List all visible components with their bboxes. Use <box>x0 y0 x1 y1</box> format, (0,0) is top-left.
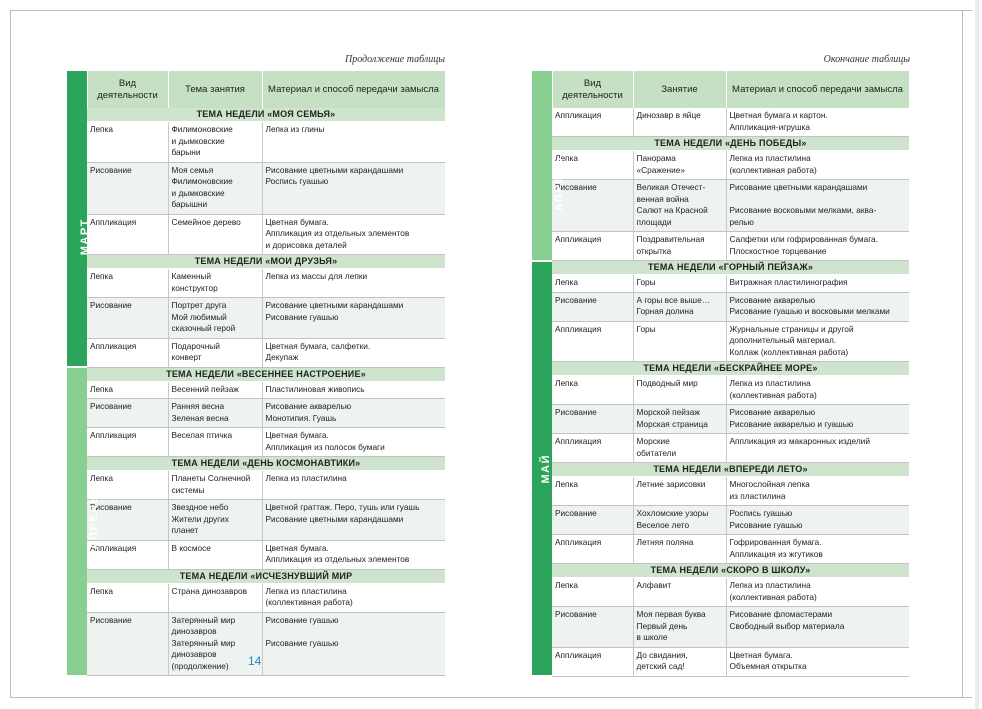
activity-cell: Лепка <box>87 269 168 298</box>
activity-cell: Рисование <box>552 607 633 648</box>
topic-line: и дымковские <box>171 135 225 146</box>
material-cell <box>262 122 445 163</box>
table-row <box>532 405 909 434</box>
month-label: МАЙ <box>540 453 553 484</box>
material-cell <box>726 647 909 676</box>
header-corner <box>67 71 87 108</box>
material-cell <box>726 477 909 506</box>
header-material: Материал и способ передачи замысла <box>262 71 445 108</box>
topic-cell <box>633 151 726 180</box>
week-title: ТЕМА НЕДЕЛИ «БЕСКРАЙНЕЕ МОРЕ» <box>552 362 909 376</box>
header-activity: Вид деятельности <box>552 71 633 108</box>
material-line: Лепка из пластилина <box>729 378 811 388</box>
material-cell <box>262 428 445 457</box>
topic-line: детский сад! <box>636 661 685 671</box>
material-line: Лепка из пластилина <box>265 585 347 596</box>
activity-cell: Аппликация <box>552 535 633 564</box>
material-line: Цветной граттаж. Перо, тушь или гуашь <box>265 502 420 512</box>
table-row <box>532 607 909 648</box>
week-header-row <box>67 367 445 381</box>
topic-line: Планеты Солнечной <box>171 473 251 483</box>
table-row <box>532 292 909 321</box>
material-cell <box>262 214 445 255</box>
right-page-table <box>532 71 910 677</box>
material-line: Витражная пластилинография <box>729 277 848 287</box>
topic-cell <box>168 540 262 569</box>
material-line: дополнительный материал. <box>729 335 837 345</box>
topic-line: Летние зарисовки <box>636 479 706 489</box>
material-line: (коллективная работа) <box>729 389 817 400</box>
frame-left-line <box>10 10 11 698</box>
material-cell <box>726 151 909 180</box>
topic-line: динозавров <box>171 649 217 659</box>
activity-cell: Рисование <box>552 292 633 321</box>
topic-line: Великая Отечест- <box>636 182 706 192</box>
activity-cell: Рисование <box>87 399 168 428</box>
topic-cell <box>168 122 262 163</box>
topic-cell <box>168 471 262 500</box>
topic-line: и дымковские <box>171 187 225 198</box>
material-line: Рисование цветными карандашами <box>729 182 868 192</box>
topic-line: площади <box>636 216 672 227</box>
material-cell <box>262 471 445 500</box>
material-line: Пластилиновая живопись <box>265 383 365 394</box>
material-cell <box>726 292 909 321</box>
material-line: Рисование гуашью <box>265 637 339 648</box>
topic-cell <box>633 477 726 506</box>
week-title: ТЕМА НЕДЕЛИ «ВПЕРЕДИ ЛЕТО» <box>552 463 909 477</box>
topic-line: Морской пейзаж <box>636 407 700 417</box>
material-cell <box>726 108 909 137</box>
material-line: Рисование акварелью и гуашью <box>729 418 854 429</box>
activity-cell: Лепка <box>552 578 633 607</box>
week-title: ТЕМА НЕДЕЛИ «МОЯ СЕМЬЯ» <box>87 108 445 122</box>
material-line: Гофрированная бумага. <box>729 537 822 547</box>
material-line: Лепка из пластилина <box>729 580 811 590</box>
material-line: (коллективная работа) <box>265 597 353 607</box>
topic-cell <box>168 298 262 339</box>
table-row <box>532 275 909 293</box>
activity-cell: Лепка <box>552 376 633 405</box>
week-header-row <box>532 564 909 578</box>
table-row <box>67 381 445 399</box>
topic-line: Затерянный мир <box>171 614 236 625</box>
material-line: Цветная бумага. <box>265 430 329 440</box>
material-line <box>266 626 443 638</box>
topic-line: «Сражение» <box>636 164 685 175</box>
material-line: Рисование цветными карандашами <box>265 513 404 524</box>
material-line: релью <box>729 216 754 227</box>
material-cell <box>262 612 445 676</box>
left-page-caption: Продолжение таблицы <box>344 54 445 65</box>
topic-line: Алфавит <box>636 580 672 590</box>
topic-line: Ранняя весна <box>171 401 225 411</box>
table-row <box>67 399 445 428</box>
material-cell <box>726 607 909 648</box>
right-page-caption: Окончание таблицы <box>823 54 910 65</box>
material-cell <box>726 578 909 607</box>
topic-line: Подарочный <box>171 340 220 351</box>
frame-top-line <box>10 10 972 11</box>
material-line: Рисование фломастерами <box>729 609 833 619</box>
activity-cell: Лепка <box>87 471 168 500</box>
topic-line: Зеленая весна <box>171 412 229 423</box>
topic-line: Филимоновские <box>171 124 233 134</box>
activity-cell: Аппликация <box>552 232 633 261</box>
topic-cell <box>633 405 726 434</box>
topic-line: системы <box>171 484 205 495</box>
topic-line: А горы все выше… <box>636 294 711 305</box>
material-cell <box>262 540 445 569</box>
topic-line: Веселая птичка <box>171 430 233 440</box>
topic-line: Поздравительная <box>636 234 705 244</box>
material-cell <box>726 275 909 293</box>
material-cell <box>262 162 445 214</box>
activity-cell: Рисование <box>552 180 633 232</box>
topic-cell <box>633 292 726 321</box>
topic-line: Семейное дерево <box>171 216 241 227</box>
header-material: Материал и способ передачи замысла <box>726 71 909 108</box>
material-line: Лепка из глины <box>265 124 325 134</box>
table-row <box>532 232 909 261</box>
material-line: Рисование цветными карандашами <box>265 300 404 310</box>
material-cell <box>726 232 909 261</box>
material-line: Роспись гуашью <box>729 508 793 518</box>
activity-cell: Аппликация <box>552 108 633 137</box>
material-line: Рисование гуашью <box>265 311 339 322</box>
material-cell <box>726 405 909 434</box>
week-header-row <box>67 457 445 471</box>
month-label-cell <box>532 108 565 261</box>
table-row <box>532 321 909 362</box>
material-line: Цветная бумага, салфетки. <box>265 340 371 351</box>
material-line: (коллективная работа) <box>729 591 817 602</box>
topic-cell <box>168 583 262 612</box>
material-cell <box>262 338 445 367</box>
topic-line: Динозавр в яйце <box>636 110 701 120</box>
activity-cell: Аппликация <box>552 434 633 463</box>
topic-line: Весенний пейзаж <box>171 383 239 394</box>
material-line: Лепка из массы для лепки <box>265 271 368 281</box>
activity-cell: Аппликация <box>87 214 168 255</box>
material-line: Рисование восковыми мелками, аква- <box>729 205 877 215</box>
activity-cell: Рисование <box>87 298 168 339</box>
material-line: Рисование гуашью <box>729 519 803 530</box>
material-cell <box>726 376 909 405</box>
material-cell <box>262 399 445 428</box>
activity-cell: Лепка <box>87 381 168 399</box>
frame-bottom-line <box>10 697 972 698</box>
topic-line: До свидания, <box>636 649 688 660</box>
topic-cell <box>633 376 726 405</box>
week-header-row <box>67 108 445 122</box>
frame-right-line <box>962 10 963 698</box>
month-label: АПРЕЛЬ <box>552 156 565 212</box>
material-line: Салфетки или гофрированная бумага. <box>729 234 878 244</box>
material-line: Объемная открытка <box>729 661 807 671</box>
topic-line: в школе <box>636 632 668 642</box>
page-number: 14 <box>248 654 262 668</box>
table-row <box>532 578 909 607</box>
material-line: Аппликация-игрушка <box>729 121 810 132</box>
table-row <box>67 214 445 255</box>
topic-line: Горы <box>636 323 656 334</box>
topic-line: барышни <box>171 199 208 209</box>
table-row <box>67 540 445 569</box>
month-label-cell <box>67 108 91 367</box>
table-row <box>67 122 445 163</box>
topic-line: Мой любимый <box>171 311 227 322</box>
material-cell <box>726 180 909 232</box>
material-line: Цветная бумага. <box>265 542 329 553</box>
month-label-cell <box>532 261 552 677</box>
material-line: Плоскостное торцевание <box>729 245 827 256</box>
week-title: ТЕМА НЕДЕЛИ «СКОРО В ШКОЛУ» <box>552 564 909 578</box>
activity-cell: Аппликация <box>87 338 168 367</box>
table-row <box>67 428 445 457</box>
topic-line: Страна динозавров <box>171 585 248 596</box>
table-row <box>532 180 909 232</box>
table-row <box>532 647 909 676</box>
spread-right-edge <box>975 0 979 709</box>
topic-line: (продолжение) <box>171 660 229 671</box>
topic-line: сказочный герой <box>171 323 236 333</box>
topic-cell <box>633 607 726 648</box>
activity-cell: Аппликация <box>87 540 168 569</box>
topic-cell <box>633 578 726 607</box>
header-topic: Тема занятия <box>168 71 262 108</box>
material-line: Аппликация из отдельных элементов <box>265 228 410 238</box>
table-row <box>67 269 445 298</box>
month-label: АПРЕЛЬ <box>87 493 100 549</box>
topic-line: Затерянный мир <box>171 637 236 648</box>
topic-cell <box>168 428 262 457</box>
topic-line: Салют на Красной <box>636 205 708 215</box>
material-cell <box>262 583 445 612</box>
week-header-row <box>532 362 909 376</box>
material-cell <box>726 434 909 463</box>
topic-line: Хохломские узоры <box>636 508 709 518</box>
table-row <box>67 162 445 214</box>
header-activity: Вид деятельности <box>87 71 168 108</box>
activity-cell: Аппликация <box>552 647 633 676</box>
activity-cell: Аппликация <box>552 321 633 362</box>
topic-cell <box>168 162 262 214</box>
table-row <box>532 376 909 405</box>
topic-cell <box>633 321 726 362</box>
activity-cell: Лепка <box>552 151 633 180</box>
material-line: Рисование гуашью и восковыми мелками <box>729 306 890 316</box>
material-line <box>730 194 907 206</box>
activity-cell: Рисование <box>552 506 633 535</box>
material-line: Свободный выбор материала <box>729 620 845 631</box>
material-line: из пластилина <box>729 490 786 501</box>
topic-cell <box>633 232 726 261</box>
material-cell <box>262 298 445 339</box>
topic-line: Панорама <box>636 153 676 163</box>
topic-cell <box>633 535 726 564</box>
topic-cell <box>168 399 262 428</box>
week-title: ТЕМА НЕДЕЛИ «ИСЧЕЗНУВШИЙ МИР <box>87 569 445 583</box>
week-title: ТЕМА НЕДЕЛИ «ВЕСЕННЕЕ НАСТРОЕНИЕ» <box>87 367 445 381</box>
material-line: Монотипия. Гуашь <box>265 412 337 423</box>
table-row <box>67 500 445 541</box>
activity-cell: Рисование <box>87 500 168 541</box>
topic-cell <box>633 506 726 535</box>
activity-cell: Лепка <box>87 583 168 612</box>
topic-cell <box>168 338 262 367</box>
material-line: Декупаж <box>265 352 299 362</box>
material-line: Журнальные страницы и другой <box>729 323 854 334</box>
topic-line: барыни <box>171 147 201 157</box>
topic-line: Филимоновские <box>171 176 233 186</box>
table-row <box>67 338 445 367</box>
week-title: ТЕМА НЕДЕЛИ «МОИ ДРУЗЬЯ» <box>87 255 445 269</box>
week-title: ТЕМА НЕДЕЛИ «ГОРНЫЙ ПЕЙЗАЖ» <box>552 261 909 275</box>
table-row <box>532 535 909 564</box>
month-label: МАРТ <box>78 218 91 256</box>
topic-cell <box>168 500 262 541</box>
table-row <box>532 108 909 137</box>
table-row <box>532 434 909 463</box>
material-cell <box>726 535 909 564</box>
material-line: и дорисовка деталей <box>265 239 347 250</box>
topic-line: обитатели <box>636 447 677 458</box>
topic-line: Портрет друга <box>171 300 227 310</box>
material-line: Многослойная лепка <box>729 479 810 489</box>
table-row <box>532 151 909 180</box>
material-line: Рисование цветными карандашами <box>265 164 404 175</box>
topic-line: Каменный <box>171 271 212 281</box>
topic-cell <box>633 647 726 676</box>
activity-cell: Рисование <box>87 162 168 214</box>
topic-cell <box>633 108 726 137</box>
topic-line: Моя первая буква <box>636 609 706 619</box>
material-cell <box>262 500 445 541</box>
table-row <box>532 477 909 506</box>
material-line: Аппликация из жгутиков <box>729 548 823 559</box>
material-line: Цветная бумага. <box>265 216 329 227</box>
material-line: Рисование гуашью <box>265 614 339 625</box>
week-title: ТЕМА НЕДЕЛИ «ДЕНЬ КОСМОНАВТИКИ» <box>87 457 445 471</box>
topic-line: Моя семья <box>171 164 214 175</box>
material-cell <box>262 269 445 298</box>
material-line: Рисование акварелью <box>729 294 816 305</box>
activity-cell: Рисование <box>552 405 633 434</box>
topic-cell <box>168 381 262 399</box>
table-row <box>67 298 445 339</box>
material-line: Аппликация из макаронных изделий <box>729 436 870 446</box>
material-line: Аппликация из полосок бумаги <box>265 441 385 452</box>
topic-line: динозавров <box>171 626 217 636</box>
topic-line: конверт <box>171 352 202 362</box>
topic-line: Веселое лето <box>636 519 690 530</box>
topic-line: Горная долина <box>636 306 694 316</box>
topic-cell <box>168 269 262 298</box>
activity-cell: Аппликация <box>87 428 168 457</box>
activity-cell: Рисование <box>87 612 168 676</box>
topic-line: Подводный мир <box>636 378 698 388</box>
activity-cell: Лепка <box>87 122 168 163</box>
topic-line: Морские <box>636 436 670 446</box>
activity-cell: Лепка <box>552 275 633 293</box>
topic-cell <box>633 434 726 463</box>
material-line: Цветная бумага. <box>729 649 793 660</box>
topic-cell <box>633 275 726 293</box>
material-line: Лепка из пластилина <box>265 473 347 483</box>
topic-cell <box>168 214 262 255</box>
topic-line: В космосе <box>171 542 211 553</box>
week-title: ТЕМА НЕДЕЛИ «ДЕНЬ ПОБЕДЫ» <box>552 137 909 151</box>
header-lesson: Занятие <box>633 71 726 108</box>
week-header-row <box>532 261 909 275</box>
table-row <box>67 583 445 612</box>
week-header-row <box>532 463 909 477</box>
material-line: Цветная бумага и картон. <box>729 110 828 120</box>
table-row <box>532 506 909 535</box>
left-page-table <box>67 71 446 677</box>
week-header-row <box>67 569 445 583</box>
topic-line: Летняя поляна <box>636 537 694 547</box>
week-header-row <box>67 255 445 269</box>
topic-line: Жители других <box>171 513 229 524</box>
material-cell <box>726 506 909 535</box>
topic-line: Горы <box>636 277 656 287</box>
material-line: Лепка из пластилина <box>729 153 811 163</box>
activity-cell: Лепка <box>552 477 633 506</box>
topic-line: планет <box>171 525 199 535</box>
material-cell <box>262 381 445 399</box>
month-label-cell <box>67 367 100 676</box>
material-line: Рисование акварелью <box>729 407 816 417</box>
material-cell <box>726 321 909 362</box>
topic-line: Морская страница <box>636 418 708 429</box>
topic-line: Звездное небо <box>171 502 229 512</box>
material-line: Аппликация из отдельных элементов <box>265 554 410 564</box>
week-header-row <box>532 137 909 151</box>
topic-line: венная война <box>636 193 689 204</box>
header-corner <box>532 71 552 108</box>
topic-line: Первый день <box>636 620 688 631</box>
material-line: (коллективная работа) <box>729 164 817 175</box>
topic-line: конструктор <box>171 282 218 293</box>
topic-line: открытка <box>636 245 672 256</box>
table-row <box>67 471 445 500</box>
topic-cell <box>633 180 726 232</box>
material-line: Роспись гуашью <box>265 176 329 186</box>
material-line: Рисование акварелью <box>265 401 352 411</box>
material-line: Коллаж (коллективная работа) <box>729 346 849 357</box>
